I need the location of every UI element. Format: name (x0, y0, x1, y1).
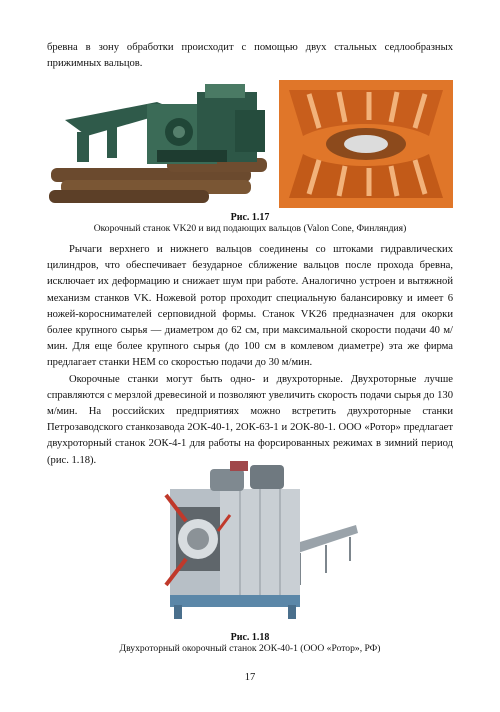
feed-rollers-photo (279, 80, 453, 208)
intro-text-block (47, 40, 453, 72)
page-number: 17 (244, 672, 256, 683)
figure-1-18 (150, 455, 360, 625)
body-text-block (47, 242, 453, 469)
figure-1-17-image (47, 80, 453, 208)
figure-1-18-caption-block (47, 632, 453, 654)
figure-1-17-title: Рис. 1.17 (230, 212, 270, 223)
figure-1-18-image (150, 455, 360, 625)
intro-paragraph: бревна в зону обработки происходит с помощью двух стальных седлообразных прижимных вальцов. (47, 42, 453, 70)
figure-1-17-caption: Окорочный станок VK20 и вид подающих вальцов (Valon Cone, Финляндия) (93, 223, 407, 234)
paragraph-two-rotor: Окорочные станки могут быть одно- и двухроторные. Двухроторные лучше справляются с мерзлой древесиной и позволяют увеличить скорость подачи сырья до 130 м/мин. На российских предприятиях можно встретить двухроторные станки Петрозаводского станкозавода 2ОК-40-1, 2ОК-63-1 и 2ОК-80-1. ООО «Ротор» предлагает двухроторный станок 2ОК-4-1 для работы на форсированных режимах в зимний период (рис. 1.18). (47, 373, 453, 466)
figure-1-17 (47, 80, 453, 208)
figure-1-18-title: Рис. 1.18 (230, 632, 270, 643)
figure-1-17-caption-block (47, 212, 453, 234)
figure-1-18-caption: Двухроторный окорочный станок 2ОК-40-1 (ООО «Ротор», РФ) (119, 643, 381, 654)
paragraph-rollers: Рычаги верхнего и нижнего вальцов соединены со штоками гидравлических цилиндров, что обеспечивает безударное сближение вальцов после прохода бревна, исключает их деформацию и снижает шум при работе. Аналогично устроен и вытяжной механизм станков VK. Ножевой ротор проходит специальную балансировку и имеет 6 ножей-короснимателей серповидной формы. Станок VK26 предназначен для окорки более крупного сырья — диаметром до 62 см, при максимальной скорости подачи 40 м/мин. Для еще более крупного сырья (до 100 см в комлевом диаметре) эта же фирма предлагает станки НЕМ со скоростью подачи до 30 м/мин. (47, 244, 453, 369)
debarking-machine-photo (47, 80, 275, 208)
